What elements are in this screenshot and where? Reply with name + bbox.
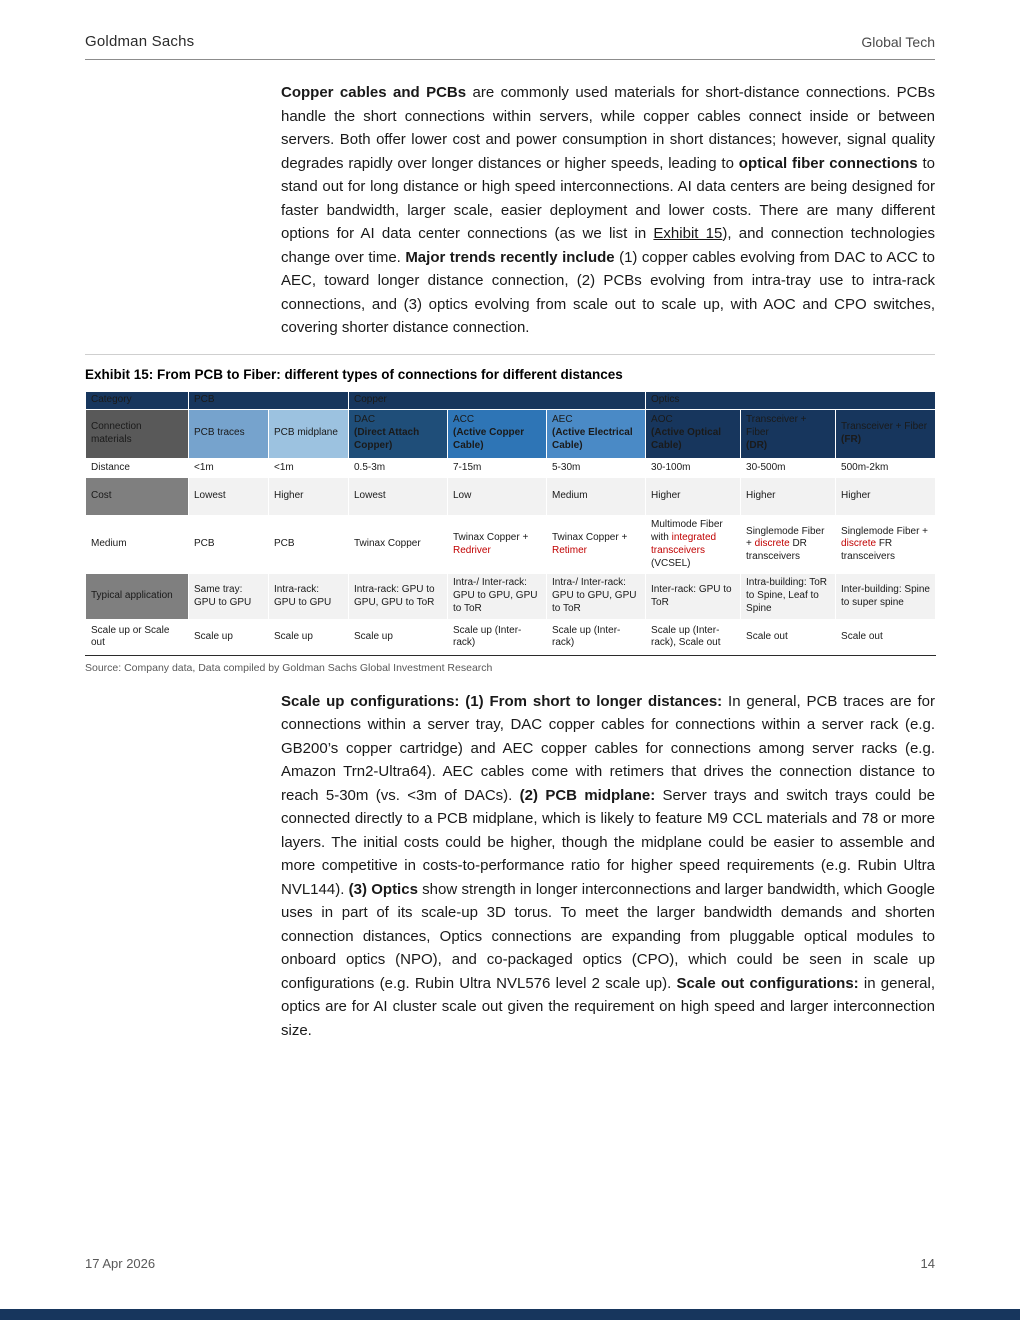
table-cell: Scale up <box>189 619 269 655</box>
row-label-cost: Cost <box>86 478 189 516</box>
page-header <box>85 0 935 60</box>
cell-text: PCB <box>194 538 215 550</box>
table-cell: <1m <box>269 458 349 478</box>
cell-highlight-text: discrete <box>754 538 790 550</box>
material-subname: (DR) <box>746 439 768 451</box>
material-pcb-traces <box>189 409 269 458</box>
report-section-name: Global Tech <box>861 34 935 50</box>
cell-text: (VCSEL) <box>651 557 691 569</box>
table-row-medium <box>86 516 936 574</box>
table-cell: Scale up <box>349 619 448 655</box>
exhibit-title: Exhibit 15: From PCB to Fiber: different types of connections for different distances <box>85 366 623 382</box>
table-cell: Higher <box>646 478 741 516</box>
cell-text: Singlemode Fiber + <box>841 525 929 537</box>
table-cell: Higher <box>269 478 349 516</box>
table-cell <box>836 516 936 574</box>
text-segment-bold: Scale up configurations: (1) From short to longer distances: <box>281 692 723 710</box>
table-row-cost <box>86 478 936 516</box>
table-cell: Intra-/ Inter-rack: GPU to GPU, GPU to ToR <box>448 574 547 619</box>
row-label-typical-application: Typical application <box>86 574 189 619</box>
cell-highlight-text: integrated transceivers <box>651 532 717 556</box>
table-row-scale-up-or-scale-out <box>86 619 936 655</box>
table-cell: Intra-building: ToR to Spine, Leaf to Spine <box>741 574 836 619</box>
text-segment: show strength in longer interconnections and larger bandwidth, which Google uses in part of its scale-up 3D torus. To meet the larger bandwidth demands and shorten connection distances, Optics connections are expanding from pluggable optical modules to onboard optics (NPO), and co-packaged optics (CPO), which could be seen in scale up configurations (e.g. Rubin Ultra NVL576 level 2 scale up). <box>281 880 935 992</box>
table-cell: Scale out <box>836 619 936 655</box>
divider <box>85 354 935 355</box>
material-name: Transceiver + Fiber <box>746 414 807 439</box>
text-segment: (1) copper cables evolving from DAC to ACC to AEC, toward longer distance connection, (2) PCBs evolving from intra-tray use to intra-rack connections, and (3) optics evolving from scale out to scale up, with AOC and CPO switches, covering shorter distance connection. <box>281 248 935 336</box>
row-label-scale: Scale up or Scale out <box>86 619 189 655</box>
table-group-header-row <box>86 391 936 409</box>
text-segment-bold: Scale out configurations: <box>676 974 859 992</box>
col-group-optics: Optics <box>646 391 936 409</box>
cell-text: Multimode Fiber with <box>651 519 723 544</box>
page-footer <box>85 1256 935 1271</box>
table-cell: Intra-/ Inter-rack: GPU to GPU, GPU to ToR <box>547 574 646 619</box>
table-cell <box>189 516 269 574</box>
table-cell <box>646 516 741 574</box>
material-name: AOC <box>651 414 673 426</box>
text-segment: are commonly used materials for short-distance connections. PCBs handle the short connections within servers, while copper cables connect inside or between servers. Both offer lower cost and power consumption in short distances; however, signal quality degrades rapidly over longer distances or higher speeds, leading to <box>281 84 935 172</box>
table-cell: Scale out <box>741 619 836 655</box>
table-row-distance <box>86 458 936 478</box>
material-name: PCB midplane <box>274 427 338 439</box>
table-cell: 500m-2km <box>836 458 936 478</box>
bottom-accent-bar <box>0 1309 1020 1320</box>
material-subname: (Active Copper Cable) <box>453 427 525 451</box>
source-note: Source: Company data, Data compiled by Goldman Sachs Global Investment Research <box>85 661 493 674</box>
cell-text: Twinax Copper <box>354 538 421 550</box>
intro-paragraph <box>281 81 935 340</box>
text-segment: Server trays and switch trays could be connected directly to a PCB midplane, which is likely to feature M9 CCL materials and 78 or more layers. The initial costs could be higher, though the midplane could be easier to assemble and more competitive in costs-to-performance ratio for higher speed requirements (e.g. Rubin Ultra NVL144). <box>281 786 935 898</box>
table-cell <box>269 516 349 574</box>
material-name: Transceiver + Fiber <box>841 420 928 432</box>
material-name: DAC <box>354 414 376 426</box>
cell-text: DR transceivers <box>746 538 807 563</box>
exhibit-15-link[interactable]: Exhibit 15 <box>653 225 723 242</box>
cell-highlight-text: Redriver <box>453 544 491 556</box>
material-transceiver-dr <box>741 409 836 458</box>
material-name: ACC <box>453 414 475 426</box>
material-subname: (Active Electrical Cable) <box>552 427 633 451</box>
table-cell: Same tray: GPU to GPU <box>189 574 269 619</box>
text-segment: In general, PCB traces are for connections within a server tray, DAC copper cables for connections within a server rack (e.g. GB200’s copper cartridge) and AEC copper cables for connections among server racks (e.g. Amazon Trn2-Ultra64). AEC cables come with retimers that drives the connection distance to reach 5-30m (vs. <3m of DACs). <box>281 692 935 804</box>
table-cell: 7-15m <box>448 458 547 478</box>
table-cell: Scale up (Inter-rack) <box>448 619 547 655</box>
row-label-distance: Distance <box>86 458 189 478</box>
table-cell: Inter-rack: GPU to ToR <box>646 574 741 619</box>
analysis-paragraph <box>281 690 935 1043</box>
table-cell <box>547 516 646 574</box>
row-label-connection-materials: Connection materials <box>86 409 189 458</box>
cell-highlight-text: discrete <box>841 538 877 550</box>
material-aoc <box>646 409 741 458</box>
material-subname: (Direct Attach Copper) <box>354 427 420 451</box>
table-cell: 30-500m <box>741 458 836 478</box>
material-dac <box>349 409 448 458</box>
table-cell: Scale up <box>269 619 349 655</box>
table-cell: Scale up (Inter-rack), Scale out <box>646 619 741 655</box>
cell-text: Twinax Copper + <box>453 532 529 544</box>
material-subname: (FR) <box>841 433 862 445</box>
table-cell: Intra-rack: GPU to GPU <box>269 574 349 619</box>
material-pcb-midplane <box>269 409 349 458</box>
material-name: PCB traces <box>194 427 245 439</box>
text-segment: to stand out for long distance or high speed interconnections. AI data centers are being designed for faster bandwidth, larger scale, easier deployment and lower costs. There are many different options for AI data center connections (as we list in <box>281 154 935 242</box>
cell-text: PCB <box>274 538 295 550</box>
report-date: 17 Apr 2026 <box>85 1256 156 1271</box>
table-cell: Inter-building: Spine to super spine <box>836 574 936 619</box>
text-segment-bold: (3) Optics <box>348 880 418 898</box>
row-label-medium: Medium <box>86 516 189 574</box>
cell-text: Twinax Copper + <box>552 532 628 544</box>
material-subname: (Active Optical Cable) <box>651 427 722 451</box>
col-group-copper: Copper <box>349 391 646 409</box>
text-segment: in general, optics are for AI cluster scale out given the requirement on high speed and larger interconnection size. <box>281 974 936 1039</box>
table-cell: Lowest <box>189 478 269 516</box>
connection-materials-row <box>86 409 936 458</box>
cell-text: Singlemode Fiber + <box>746 525 825 550</box>
material-transceiver-fr <box>836 409 936 458</box>
table-cell: Low <box>448 478 547 516</box>
table-cell <box>349 516 448 574</box>
text-segment-bold: Major trends recently include <box>405 248 615 266</box>
table-cell: Medium <box>547 478 646 516</box>
table-cell: Higher <box>836 478 936 516</box>
table-cell: 30-100m <box>646 458 741 478</box>
table-cell: <1m <box>189 458 269 478</box>
table-cell: Lowest <box>349 478 448 516</box>
table-cell: Scale up (Inter-rack) <box>547 619 646 655</box>
table-row-typical-application <box>86 574 936 619</box>
material-acc <box>448 409 547 458</box>
table-cell <box>741 516 836 574</box>
brand-name: Goldman Sachs <box>85 33 195 50</box>
table-cell <box>448 516 547 574</box>
text-segment: ), and connection technologies change over time. <box>281 225 936 266</box>
col-group-pcb: PCB <box>189 391 349 409</box>
exhibit-15-table <box>85 391 936 656</box>
text-segment-bold: Copper cables and PCBs <box>281 84 467 101</box>
cell-highlight-text: Retimer <box>552 544 588 556</box>
text-segment-bold: (2) PCB midplane: <box>519 786 656 804</box>
table-cell: 0.5-3m <box>349 458 448 478</box>
material-name: AEC <box>552 414 573 426</box>
page-number: 14 <box>920 1256 935 1271</box>
table-cell: Intra-rack: GPU to GPU, GPU to ToR <box>349 574 448 619</box>
cell-text: FR transceivers <box>841 538 895 563</box>
col-group-category: Category <box>86 391 189 409</box>
text-segment-bold: optical fiber connections <box>738 154 918 172</box>
material-aec <box>547 409 646 458</box>
table-cell: Higher <box>741 478 836 516</box>
table-cell: 5-30m <box>547 458 646 478</box>
